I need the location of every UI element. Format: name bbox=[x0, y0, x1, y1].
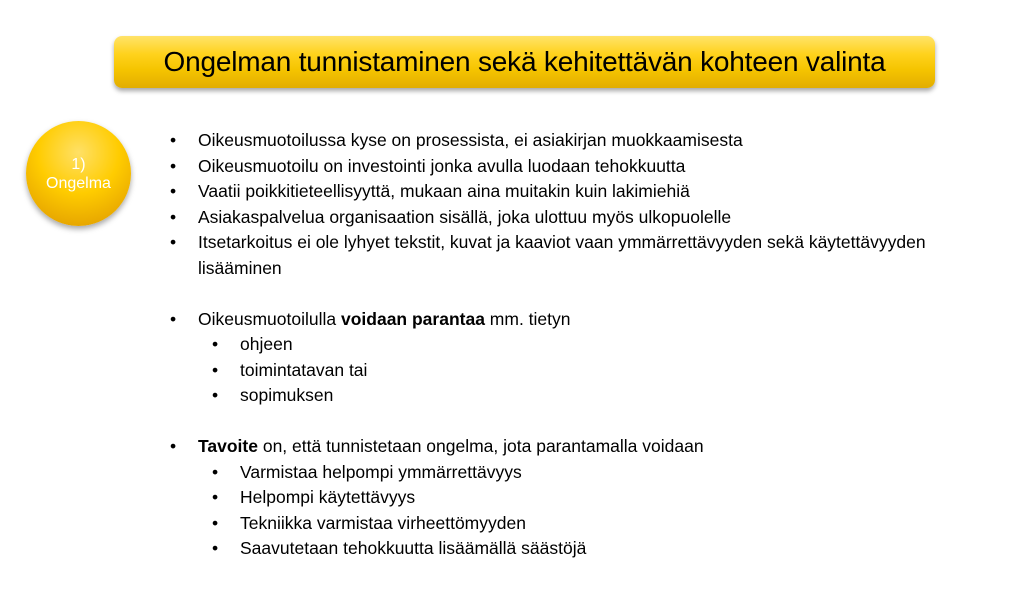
sub-bullet-item: • Tekniikka varmistaa virheettömyyden bbox=[168, 511, 998, 537]
sub-bullet-item: • Varmistaa helpompi ymmärrettävyys bbox=[168, 460, 998, 486]
bullet-text: Oikeusmuotoilulla bbox=[198, 308, 341, 329]
bullet-text: mm. tietyn bbox=[484, 308, 571, 329]
sub-bullet-item: • Helpompi käytettävyys bbox=[168, 485, 998, 511]
bullet-item-goal bbox=[168, 434, 998, 460]
bullet-bold-text: voidaan parantaa bbox=[340, 308, 485, 329]
sub-bullet-item: • Saavutetaan tehokkuutta lisäämällä säästöjä bbox=[168, 536, 998, 562]
step-circle bbox=[26, 121, 131, 226]
bullet-item: • Asiakaspalvelua organisaation sisällä, joka ulottuu myös ulkopuolelle bbox=[168, 205, 998, 231]
bullet-item: • Itsetarkoitus ei ole lyhyet tekstit, kuvat ja kaaviot vaan ymmärrettävyyden sekä käytettävyyden lisääminen bbox=[168, 230, 998, 281]
slide-content bbox=[168, 128, 998, 562]
bullet-text: on, että tunnistetaan ongelma, jota parantamalla voidaan bbox=[257, 436, 704, 456]
bullet-item: • Oikeusmuotoilu on investointi jonka avulla luodaan tehokkuutta bbox=[168, 154, 998, 180]
bullet-bold-text: Tavoite bbox=[198, 436, 258, 456]
spacer bbox=[168, 409, 998, 435]
bullet-item: • Oikeusmuotoilussa kyse on prosessista, ei asiakirjan muokkaamisesta bbox=[168, 128, 998, 154]
sub-bullet-item: • sopimuksen bbox=[168, 383, 998, 409]
slide-title: Ongelman tunnistaminen sekä kehitettävän kohteen valinta bbox=[163, 46, 886, 77]
step-label: 1) Ongelma bbox=[46, 155, 111, 192]
title-banner bbox=[114, 36, 935, 88]
sub-bullet-item: • ohjeen bbox=[168, 332, 998, 358]
sub-bullet-item: • toimintatavan tai bbox=[168, 358, 998, 384]
bullet-item: • Vaatii poikkitieteellisyyttä, mukaan aina muitakin kuin lakimiehiä bbox=[168, 179, 998, 205]
spacer bbox=[168, 281, 998, 307]
bullet-item-improve bbox=[168, 307, 998, 333]
